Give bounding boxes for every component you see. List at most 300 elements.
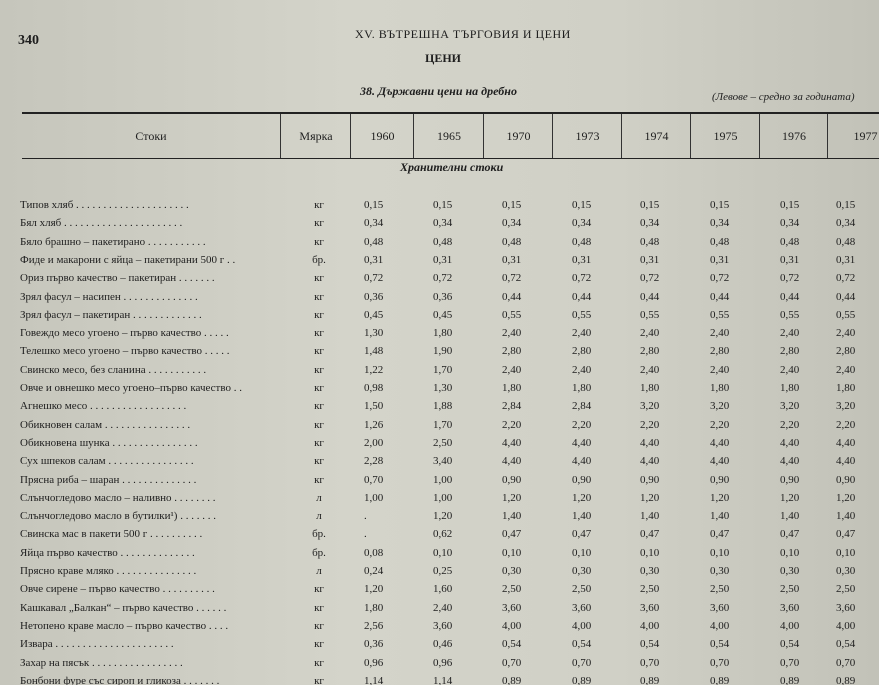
item-name: Овче и овнешко месо угоено–първо качество . . xyxy=(20,382,242,394)
table-row xyxy=(0,528,879,546)
table-row xyxy=(0,547,879,565)
price-cell: 0,34 xyxy=(502,217,522,230)
table-row xyxy=(0,309,879,327)
price-cell: 0,72 xyxy=(502,272,522,285)
price-cell: 4,40 xyxy=(710,436,730,449)
table-row xyxy=(0,437,879,455)
price-cell: 1,40 xyxy=(572,510,592,523)
item-name: Нетопено краве масло – първо качество . . . . xyxy=(20,619,229,632)
price-cell: 2,80 xyxy=(780,345,800,358)
price-cell: 0,15 xyxy=(710,199,730,211)
price-cell: 0,70 xyxy=(836,656,856,669)
price-cell: 1,30 xyxy=(433,382,453,394)
table-row xyxy=(0,620,879,638)
price-cell: 1,80 xyxy=(364,601,384,614)
price-cell: 2,50 xyxy=(502,583,522,596)
price-cell: 0,36 xyxy=(364,290,384,303)
units-note: (Левове – средно за годината) xyxy=(712,91,855,103)
price-cell: 4,40 xyxy=(640,436,660,449)
item-unit: кг xyxy=(314,583,324,596)
price-cell: 0,15 xyxy=(433,199,453,211)
price-cell: 4,40 xyxy=(780,436,800,449)
price-cell: 3,60 xyxy=(572,601,592,614)
table-row xyxy=(0,364,879,382)
item-name: Бяло брашно – пакетирано . . . . . . . . . . . xyxy=(20,235,206,248)
item-name: Зрял фасул – насипен . . . . . . . . . . . . . . xyxy=(20,290,198,303)
item-name: Овче сирене – първо качество . . . . . . . . . . xyxy=(20,583,215,596)
price-cell: 0,47 xyxy=(572,528,592,541)
price-cell: 2,20 xyxy=(502,418,522,431)
price-cell: 0,90 xyxy=(780,473,800,486)
price-cell: 0,34 xyxy=(710,217,730,230)
item-name: Кашкавал „Балкан“ – първо качество . . . . . . xyxy=(20,601,227,614)
price-cell: 0,62 xyxy=(433,528,453,541)
price-cell: 0,90 xyxy=(572,473,592,486)
price-cell: 0,31 xyxy=(502,253,522,266)
price-cell: 2,20 xyxy=(572,418,592,431)
price-cell: 0,30 xyxy=(640,565,660,577)
price-cell: 2,40 xyxy=(836,327,856,340)
price-cell: 1,90 xyxy=(433,345,453,358)
price-cell: 1,80 xyxy=(502,382,522,394)
price-cell: 1,22 xyxy=(364,363,384,376)
price-cell: 0,55 xyxy=(502,308,522,321)
item-name: Обикновен салам . . . . . . . . . . . . . . . . xyxy=(20,418,191,431)
price-cell: 2,50 xyxy=(780,583,800,596)
price-cell: 2,50 xyxy=(710,583,730,596)
price-cell: 4,40 xyxy=(780,455,800,468)
section-title: ЦЕНИ xyxy=(425,51,462,65)
price-cell: 1,14 xyxy=(433,674,453,685)
price-cell: 2,80 xyxy=(572,345,592,358)
price-cell: 2,40 xyxy=(780,327,800,340)
price-cell: 3,20 xyxy=(710,400,730,413)
item-unit: кг xyxy=(314,473,324,486)
price-cell: 4,40 xyxy=(710,455,730,468)
price-cell: 0,44 xyxy=(710,290,730,303)
price-cell: 0,55 xyxy=(640,308,660,321)
price-cell: 0,24 xyxy=(364,565,384,577)
price-cell: 2,50 xyxy=(572,583,592,596)
price-cell: 0,89 xyxy=(640,674,660,685)
table-row xyxy=(0,217,879,235)
price-cell: 0,48 xyxy=(502,235,522,248)
item-unit: бр. xyxy=(312,528,326,541)
price-cell: 0,15 xyxy=(572,199,592,211)
price-cell: 0,89 xyxy=(502,674,522,685)
price-cell: 0,55 xyxy=(710,308,730,321)
price-cell: 1,30 xyxy=(364,327,384,340)
item-unit: кг xyxy=(314,674,324,685)
price-cell: 4,40 xyxy=(572,436,592,449)
item-unit: кг xyxy=(314,656,324,669)
price-cell: 0,47 xyxy=(710,528,730,541)
table-header xyxy=(22,112,879,159)
price-cell: 1,20 xyxy=(502,491,522,504)
table-row xyxy=(0,675,879,685)
price-cell: 4,00 xyxy=(836,619,856,632)
price-cell: 2,84 xyxy=(572,400,592,413)
price-cell: 2,80 xyxy=(502,345,522,358)
price-cell: 0,48 xyxy=(710,235,730,248)
price-cell: 2,84 xyxy=(502,400,522,413)
price-cell: 2,20 xyxy=(780,418,800,431)
price-cell: 0,45 xyxy=(364,308,384,321)
price-cell: 1,40 xyxy=(780,510,800,523)
price-cell: 0,34 xyxy=(572,217,592,230)
item-name: Телешко месо угоено – първо качество . . . . . xyxy=(20,345,230,358)
price-cell: 0,10 xyxy=(710,546,730,559)
price-cell: 1,40 xyxy=(502,510,522,523)
table-row xyxy=(0,510,879,528)
price-cell: 2,40 xyxy=(640,363,660,376)
price-cell: 0,36 xyxy=(433,290,453,303)
page-number: 340 xyxy=(18,33,39,48)
price-cell: 0,31 xyxy=(572,253,592,266)
price-cell: 2,28 xyxy=(364,455,384,468)
item-unit: л xyxy=(316,491,322,504)
price-cell: 1,20 xyxy=(836,491,856,504)
price-cell: 0,55 xyxy=(780,308,800,321)
price-cell: 4,00 xyxy=(502,619,522,632)
price-cell: 0,25 xyxy=(433,565,453,577)
price-cell: 2,20 xyxy=(710,418,730,431)
price-cell: 0,90 xyxy=(836,473,856,486)
price-cell: 0,54 xyxy=(572,638,592,651)
price-cell: 4,40 xyxy=(502,436,522,449)
price-cell: 1,48 xyxy=(364,345,384,358)
price-cell: 2,80 xyxy=(710,345,730,358)
price-cell: 0,31 xyxy=(836,253,856,266)
price-cell: 0,15 xyxy=(836,199,856,211)
item-unit: кг xyxy=(314,235,324,248)
table-row xyxy=(0,657,879,675)
price-cell: 0,70 xyxy=(780,656,800,669)
price-cell: 0,90 xyxy=(710,473,730,486)
item-name: Слънчогледово масло в бутилки¹) . . . . . . . xyxy=(20,510,216,523)
price-cell: 1,60 xyxy=(433,583,453,596)
item-unit: кг xyxy=(314,199,324,211)
item-unit: кг xyxy=(314,400,324,413)
price-cell: 0,10 xyxy=(502,546,522,559)
item-name: Прясно краве мляко . . . . . . . . . . . . . . . xyxy=(20,565,197,577)
item-name: Прясна риба – шаран . . . . . . . . . . . . . . xyxy=(20,473,197,486)
price-cell: 1,88 xyxy=(433,400,453,413)
price-cell: 1,00 xyxy=(433,491,453,504)
price-cell: 0,72 xyxy=(572,272,592,285)
price-cell: 0,48 xyxy=(780,235,800,248)
price-cell: 3,60 xyxy=(433,619,453,632)
price-cell: 0,96 xyxy=(364,656,384,669)
table-row xyxy=(0,382,879,400)
price-cell: 2,40 xyxy=(710,327,730,340)
price-cell: 0,54 xyxy=(640,638,660,651)
price-cell: 2,50 xyxy=(433,436,453,449)
price-cell: 0,44 xyxy=(836,290,856,303)
price-cell: 1,80 xyxy=(780,382,800,394)
price-cell: . xyxy=(364,510,367,523)
price-cell: 0,47 xyxy=(640,528,660,541)
price-cell: 3,20 xyxy=(836,400,856,413)
price-cell: 1,20 xyxy=(364,583,384,596)
price-cell: 4,40 xyxy=(502,455,522,468)
price-cell: 0,45 xyxy=(433,308,453,321)
price-cell: 0,70 xyxy=(502,656,522,669)
price-cell: 0,72 xyxy=(836,272,856,285)
price-cell: 1,50 xyxy=(364,400,384,413)
price-cell: 0,90 xyxy=(640,473,660,486)
table-row xyxy=(0,400,879,418)
price-cell: 1,80 xyxy=(640,382,660,394)
running-head: XV. ВЪТРЕШНА ТЪРГОВИЯ И ЦЕНИ xyxy=(355,27,571,41)
price-cell: 2,40 xyxy=(502,327,522,340)
price-cell: . xyxy=(364,528,367,541)
price-cell: 2,40 xyxy=(710,363,730,376)
price-cell: 2,50 xyxy=(640,583,660,596)
item-unit: кг xyxy=(314,638,324,651)
item-name: Свинско месо, без сланина . . . . . . . . . . . xyxy=(20,363,207,376)
price-cell: 0,30 xyxy=(710,565,730,577)
price-cell: 1,80 xyxy=(836,382,856,394)
price-cell: 2,40 xyxy=(433,601,453,614)
price-cell: 0,89 xyxy=(780,674,800,685)
table-row xyxy=(0,272,879,290)
price-cell: 4,00 xyxy=(780,619,800,632)
price-cell: 3,40 xyxy=(433,455,453,468)
price-cell: 0,54 xyxy=(502,638,522,651)
price-cell: 2,40 xyxy=(640,327,660,340)
price-cell: 1,80 xyxy=(710,382,730,394)
item-unit: кг xyxy=(314,290,324,303)
table-row xyxy=(0,602,879,620)
price-cell: 0,89 xyxy=(710,674,730,685)
price-cell: 0,44 xyxy=(640,290,660,303)
price-cell: 0,30 xyxy=(502,565,522,577)
item-unit: л xyxy=(316,510,322,523)
price-cell: 0,44 xyxy=(572,290,592,303)
price-cell: 0,30 xyxy=(836,565,856,577)
subheading: Хранителни стоки xyxy=(400,160,504,174)
price-cell: 0,55 xyxy=(836,308,856,321)
price-cell: 2,80 xyxy=(836,345,856,358)
price-cell: 3,60 xyxy=(502,601,522,614)
price-cell: 3,60 xyxy=(640,601,660,614)
price-cell: 0,48 xyxy=(364,235,384,248)
item-unit: кг xyxy=(314,217,324,230)
table-row xyxy=(0,638,879,656)
price-cell: 1,14 xyxy=(364,674,384,685)
price-cell: 1,70 xyxy=(433,418,453,431)
table-row xyxy=(0,254,879,272)
price-cell: 0,30 xyxy=(572,565,592,577)
price-cell: 3,60 xyxy=(836,601,856,614)
price-cell: 2,50 xyxy=(836,583,856,596)
price-cell: 1,20 xyxy=(433,510,453,523)
item-unit: кг xyxy=(314,327,324,340)
price-cell: 0,72 xyxy=(364,272,384,285)
price-cell: 0,48 xyxy=(572,235,592,248)
price-cell: 0,70 xyxy=(364,473,384,486)
item-name: Типов хляб . . . . . . . . . . . . . . . . . . . . . xyxy=(20,199,189,211)
price-cell: 0,89 xyxy=(836,674,856,685)
item-name: Бонбони фуре със сироп и гликоза . . . . . . . xyxy=(20,674,220,685)
price-cell: 0,72 xyxy=(780,272,800,285)
price-cell: 0,72 xyxy=(640,272,660,285)
price-cell: 0,44 xyxy=(780,290,800,303)
price-cell: 2,40 xyxy=(572,327,592,340)
price-cell: 1,00 xyxy=(433,473,453,486)
item-unit: кг xyxy=(314,272,324,285)
price-cell: 1,20 xyxy=(710,491,730,504)
price-cell: 0,47 xyxy=(502,528,522,541)
table-row xyxy=(0,327,879,345)
price-cell: 0,54 xyxy=(836,638,856,651)
price-cell: 0,34 xyxy=(433,217,453,230)
price-cell: 0,54 xyxy=(780,638,800,651)
price-cell: 0,90 xyxy=(502,473,522,486)
table-row xyxy=(0,236,879,254)
price-cell: 4,00 xyxy=(572,619,592,632)
price-cell: 2,56 xyxy=(364,619,384,632)
item-unit: кг xyxy=(314,455,324,468)
price-cell: 0,08 xyxy=(364,546,384,559)
price-cell: 0,70 xyxy=(710,656,730,669)
price-cell: 2,20 xyxy=(836,418,856,431)
table-row xyxy=(0,419,879,437)
header-year: 1965 xyxy=(413,114,484,158)
item-unit: кг xyxy=(314,619,324,632)
item-name: Говеждо месо угоено – първо качество . . . . . xyxy=(20,327,229,340)
table-row xyxy=(0,345,879,363)
price-cell: 3,20 xyxy=(640,400,660,413)
price-cell: 0,15 xyxy=(780,199,800,211)
price-cell: 4,40 xyxy=(640,455,660,468)
price-cell: 1,80 xyxy=(572,382,592,394)
price-cell: 0,30 xyxy=(780,565,800,577)
table-row xyxy=(0,583,879,601)
price-cell: 0,98 xyxy=(364,382,384,394)
price-cell: 2,40 xyxy=(836,363,856,376)
table-title: 38. Държавни цени на дребно xyxy=(360,84,517,98)
table-row xyxy=(0,291,879,309)
price-cell: 0,10 xyxy=(640,546,660,559)
price-cell: 0,54 xyxy=(710,638,730,651)
price-cell: 3,20 xyxy=(780,400,800,413)
table-row xyxy=(0,199,879,217)
item-unit: кг xyxy=(314,436,324,449)
item-name: Захар на пясък . . . . . . . . . . . . . . . . . xyxy=(20,656,183,669)
header-year: 1976 xyxy=(759,114,828,158)
price-cell: 0,31 xyxy=(710,253,730,266)
table-row xyxy=(0,474,879,492)
price-cell: 0,96 xyxy=(433,656,453,669)
price-cell: 0,47 xyxy=(780,528,800,541)
price-cell: 1,70 xyxy=(433,363,453,376)
item-name: Ориз първо качество – пакетиран . . . . . . . xyxy=(20,272,215,285)
item-name: Яйца първо качество . . . . . . . . . . . . . . xyxy=(20,546,195,559)
item-unit: кг xyxy=(314,345,324,358)
item-unit: бр. xyxy=(312,546,326,559)
table-row xyxy=(0,492,879,510)
price-cell: 3,60 xyxy=(710,601,730,614)
header-year: 1975 xyxy=(690,114,760,158)
price-cell: 0,10 xyxy=(572,546,592,559)
price-cell: 0,34 xyxy=(364,217,384,230)
price-cell: 0,89 xyxy=(572,674,592,685)
item-unit: кг xyxy=(314,418,324,431)
price-cell: 0,34 xyxy=(836,217,856,230)
item-unit: кг xyxy=(314,382,324,394)
item-name: Извара . . . . . . . . . . . . . . . . . . . . . . xyxy=(20,638,174,651)
item-name: Фиде и макарони с яйца – пакетирани 500 г . . xyxy=(20,253,236,266)
price-cell: 0,15 xyxy=(502,199,522,211)
price-cell: 0,55 xyxy=(572,308,592,321)
price-cell: 2,40 xyxy=(502,363,522,376)
item-unit: кг xyxy=(314,601,324,614)
price-cell: 0,47 xyxy=(836,528,856,541)
price-cell: 0,48 xyxy=(640,235,660,248)
price-cell: 0,31 xyxy=(780,253,800,266)
price-cell: 2,00 xyxy=(364,436,384,449)
price-cell: 0,10 xyxy=(836,546,856,559)
header-year: 1974 xyxy=(621,114,691,158)
price-cell: 4,00 xyxy=(640,619,660,632)
item-name: Обикновена шунка . . . . . . . . . . . . . . . . xyxy=(20,436,198,449)
price-cell: 1,80 xyxy=(433,327,453,340)
item-unit: кг xyxy=(314,308,324,321)
price-cell: 2,40 xyxy=(780,363,800,376)
table-row xyxy=(0,565,879,583)
item-name: Зрял фасул – пакетиран . . . . . . . . . . . . . xyxy=(20,308,202,321)
price-cell: 0,70 xyxy=(640,656,660,669)
item-name: Бял хляб . . . . . . . . . . . . . . . . . . . . . . xyxy=(20,217,183,230)
price-cell: 1,00 xyxy=(364,491,384,504)
item-unit: бр. xyxy=(312,253,326,266)
price-cell: 0,10 xyxy=(780,546,800,559)
price-cell: 1,20 xyxy=(640,491,660,504)
price-cell: 2,20 xyxy=(640,418,660,431)
price-cell: 1,26 xyxy=(364,418,384,431)
price-cell: 0,48 xyxy=(433,235,453,248)
price-cell: 4,40 xyxy=(836,436,856,449)
price-cell: 0,44 xyxy=(502,290,522,303)
header-year: 1970 xyxy=(483,114,553,158)
header-year: 1960 xyxy=(350,114,414,158)
price-cell: 0,46 xyxy=(433,638,453,651)
item-unit: кг xyxy=(314,363,324,376)
price-cell: 3,60 xyxy=(780,601,800,614)
price-cell: 0,72 xyxy=(433,272,453,285)
price-cell: 0,72 xyxy=(710,272,730,285)
price-cell: 1,20 xyxy=(572,491,592,504)
header-year: 1977 xyxy=(827,114,879,158)
price-cell: 1,40 xyxy=(640,510,660,523)
price-cell: 0,34 xyxy=(640,217,660,230)
price-cell: 1,20 xyxy=(780,491,800,504)
price-cell: 0,34 xyxy=(780,217,800,230)
price-cell: 0,31 xyxy=(364,253,384,266)
item-name: Свинска мас в пакети 500 г . . . . . . . . . . xyxy=(20,528,203,541)
price-cell: 4,00 xyxy=(710,619,730,632)
header-year: 1973 xyxy=(552,114,622,158)
item-name: Слънчогледово масло – наливно . . . . . . . . xyxy=(20,491,216,504)
price-cell: 0,15 xyxy=(640,199,660,211)
item-name: Сух шпеков салам . . . . . . . . . . . . . . . . xyxy=(20,455,194,468)
price-cell: 1,40 xyxy=(710,510,730,523)
header-goods: Стоки xyxy=(135,128,167,143)
price-cell: 1,40 xyxy=(836,510,856,523)
price-cell: 0,48 xyxy=(836,235,856,248)
